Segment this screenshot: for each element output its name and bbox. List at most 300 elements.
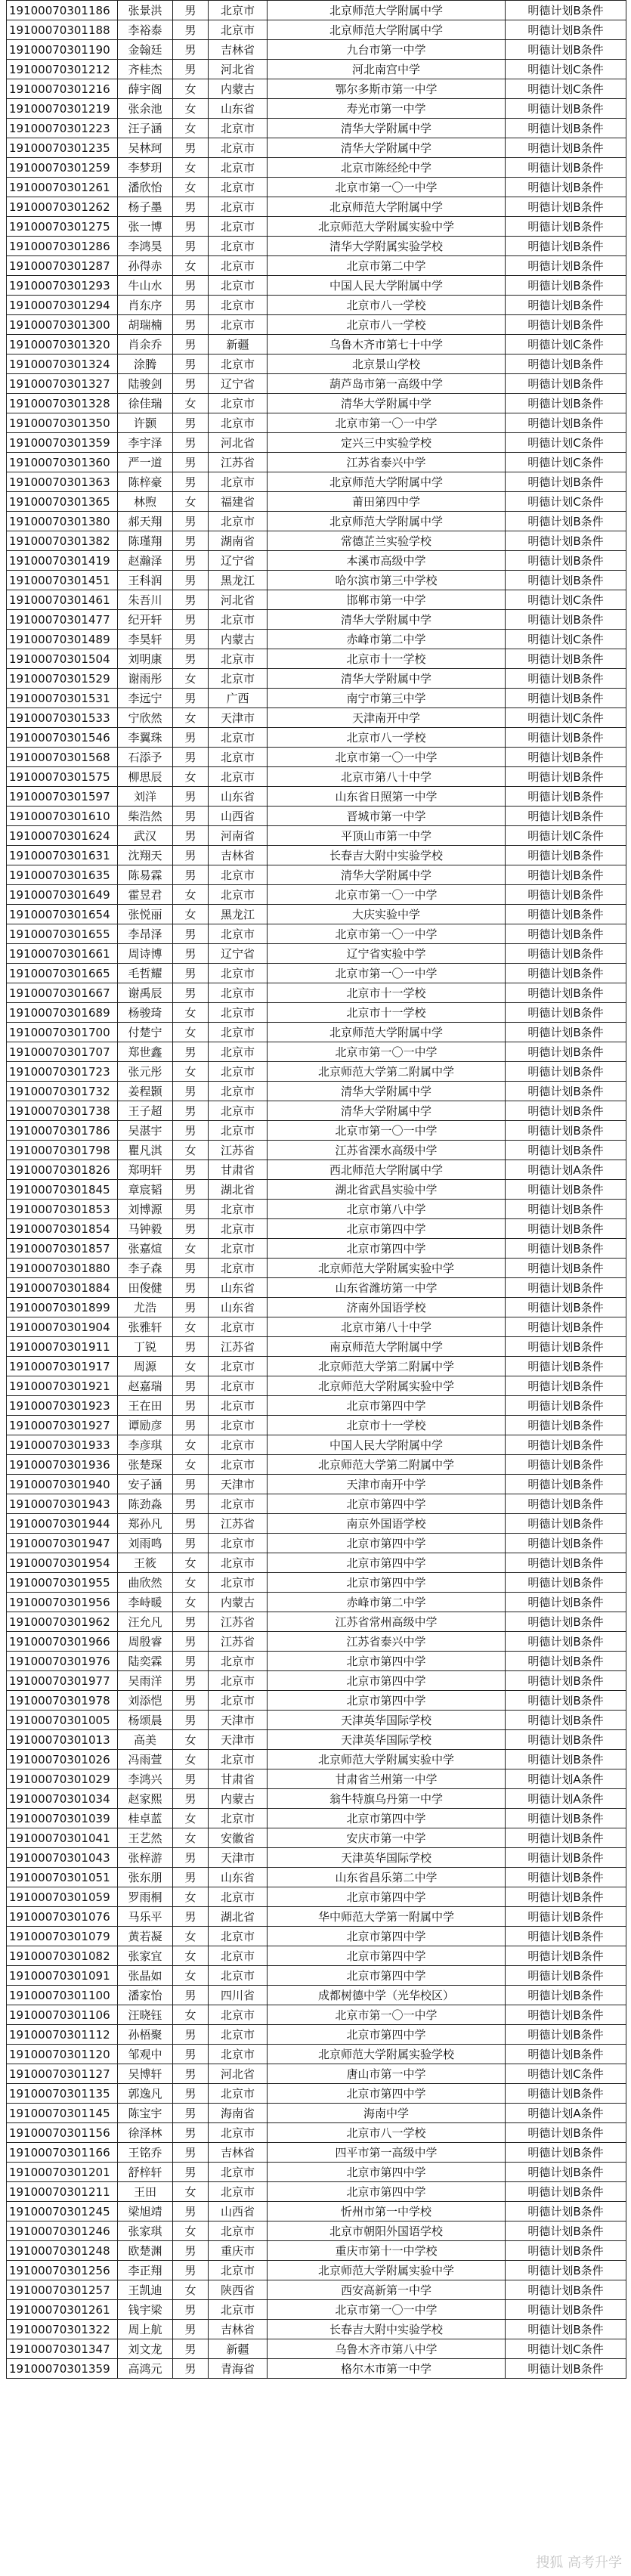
student-name-cell: 刘博源 (118, 1200, 173, 1219)
table-row (7, 551, 626, 571)
school-cell: 山东省昌乐第二中学 (268, 1868, 506, 1887)
school-cell: 赤峰市第二中学 (268, 1593, 506, 1612)
student-name-cell: 尤浩 (118, 1298, 173, 1317)
school-cell: 北京市十一学校 (268, 649, 506, 669)
province-cell: 江苏省 (209, 1141, 268, 1160)
student-name-cell: 周诗博 (118, 944, 173, 964)
student-id-cell: 19100070301347 (7, 2339, 118, 2359)
student-id-cell: 19100070301977 (7, 1671, 118, 1691)
table-row (7, 492, 626, 512)
student-id-cell: 19100070301320 (7, 335, 118, 355)
province-cell: 北京市 (209, 512, 268, 531)
student-id-cell: 19100070301211 (7, 2182, 118, 2202)
school-cell: 北京市第四中学 (268, 1553, 506, 1573)
table-row (7, 905, 626, 924)
gender-cell: 女 (173, 1927, 209, 1946)
table-row (7, 1887, 626, 1907)
gender-cell: 男 (173, 296, 209, 315)
plan-cell: 明德计划B条件 (506, 1141, 626, 1160)
student-id-cell: 19100070301145 (7, 2104, 118, 2123)
student-name-cell: 刘添恺 (118, 1691, 173, 1711)
student-name-cell: 金翰廷 (118, 40, 173, 60)
plan-cell: 明德计划C条件 (506, 708, 626, 728)
table-row (7, 1475, 626, 1494)
province-cell: 天津市 (209, 1848, 268, 1868)
plan-cell: 明德计划B条件 (506, 1514, 626, 1534)
province-cell: 北京市 (209, 1317, 268, 1337)
province-cell: 天津市 (209, 708, 268, 728)
plan-cell: 明德计划B条件 (506, 217, 626, 237)
student-id-cell: 19100070301826 (7, 1160, 118, 1180)
table-row (7, 669, 626, 689)
province-cell: 北京市 (209, 197, 268, 217)
table-row (7, 2104, 626, 2123)
school-cell: 乌鲁木齐市第八中学 (268, 2339, 506, 2359)
gender-cell: 男 (173, 2064, 209, 2084)
plan-cell: 明德计划B条件 (506, 1750, 626, 1769)
table-row (7, 1927, 626, 1946)
province-cell: 北京市 (209, 610, 268, 630)
gender-cell: 男 (173, 590, 209, 610)
student-name-cell: 张家琪 (118, 2221, 173, 2241)
table-row (7, 1652, 626, 1671)
student-name-cell: 武汉 (118, 826, 173, 846)
student-name-cell: 吴湛宇 (118, 1121, 173, 1141)
student-id-cell: 19100070301489 (7, 630, 118, 649)
student-name-cell: 钱宇梁 (118, 2300, 173, 2320)
province-cell: 北京市 (209, 649, 268, 669)
student-name-cell: 严一道 (118, 453, 173, 472)
gender-cell: 女 (173, 1730, 209, 1750)
province-cell: 吉林省 (209, 2320, 268, 2339)
student-name-cell: 李裕泰 (118, 20, 173, 40)
gender-cell: 男 (173, 1298, 209, 1317)
gender-cell: 男 (173, 807, 209, 826)
table-row (7, 237, 626, 256)
student-id-cell: 19100070301219 (7, 99, 118, 119)
school-cell: 本溪市高级中学 (268, 551, 506, 571)
student-name-cell: 李鸿昊 (118, 237, 173, 256)
table-row (7, 1494, 626, 1514)
school-cell: 四平市第一高级中学 (268, 2143, 506, 2163)
plan-cell: 明德计划B条件 (506, 178, 626, 197)
table-row (7, 787, 626, 807)
province-cell: 北京市 (209, 1239, 268, 1259)
table-row (7, 1514, 626, 1534)
student-name-cell: 张一博 (118, 217, 173, 237)
province-cell: 湖北省 (209, 1907, 268, 1927)
table-row (7, 1986, 626, 2005)
student-id-cell: 19100070301039 (7, 1809, 118, 1828)
plan-cell: 明德计划B条件 (506, 689, 626, 708)
student-id-cell: 19100070301216 (7, 79, 118, 99)
gender-cell: 女 (173, 1317, 209, 1337)
student-name-cell: 王子超 (118, 1101, 173, 1121)
student-name-cell: 谢雨彤 (118, 669, 173, 689)
school-cell: 常德芷兰实验学校 (268, 531, 506, 551)
school-cell: 清华大学附属中学 (268, 119, 506, 138)
gender-cell: 男 (173, 748, 209, 767)
student-name-cell: 李翼珠 (118, 728, 173, 748)
gender-cell: 女 (173, 1023, 209, 1042)
school-cell: 北京师范大学附属实验学校 (268, 2045, 506, 2064)
table-row (7, 2143, 626, 2163)
student-id-cell: 19100070301359 (7, 433, 118, 453)
student-name-cell: 郑明轩 (118, 1160, 173, 1180)
gender-cell: 女 (173, 1062, 209, 1082)
plan-cell: 明德计划B条件 (506, 1966, 626, 1986)
plan-cell: 明德计划B条件 (506, 40, 626, 60)
table-row (7, 1534, 626, 1553)
plan-cell: 明德计划C条件 (506, 2064, 626, 2084)
student-name-cell: 周上航 (118, 2320, 173, 2339)
gender-cell: 男 (173, 1632, 209, 1652)
student-id-cell: 19100070301246 (7, 2221, 118, 2241)
province-cell: 北京市 (209, 1887, 268, 1907)
gender-cell: 女 (173, 1435, 209, 1455)
province-cell: 北京市 (209, 1455, 268, 1475)
province-cell: 北京市 (209, 2300, 268, 2320)
gender-cell: 男 (173, 1259, 209, 1278)
plan-cell: 明德计划B条件 (506, 1711, 626, 1730)
plan-cell: 明德计划B条件 (506, 807, 626, 826)
province-cell: 北京市 (209, 1376, 268, 1396)
gender-cell: 男 (173, 1101, 209, 1121)
student-name-cell: 王艺然 (118, 1828, 173, 1848)
school-cell: 北京市十一学校 (268, 983, 506, 1003)
gender-cell: 男 (173, 2025, 209, 2045)
plan-cell: 明德计划B条件 (506, 2045, 626, 2064)
province-cell: 北京市 (209, 1553, 268, 1573)
province-cell: 北京市 (209, 669, 268, 689)
student-id-cell: 19100070301962 (7, 1612, 118, 1632)
table-row (7, 964, 626, 983)
gender-cell: 男 (173, 1376, 209, 1396)
school-cell: 南京外国语学校 (268, 1514, 506, 1534)
school-cell: 葫芦岛市第一高级中学 (268, 374, 506, 394)
student-id-cell: 19100070301245 (7, 2202, 118, 2221)
plan-cell: 明德计划B条件 (506, 787, 626, 807)
plan-cell: 明德计划C条件 (506, 79, 626, 99)
student-id-cell: 19100070301005 (7, 1711, 118, 1730)
school-cell: 西安高新第一中学 (268, 2280, 506, 2300)
table-row (7, 1730, 626, 1750)
school-cell: 北京市第四中学 (268, 1652, 506, 1671)
table-row (7, 2005, 626, 2025)
province-cell: 河北省 (209, 60, 268, 79)
plan-cell: 明德计划B条件 (506, 1396, 626, 1416)
plan-cell: 明德计划B条件 (506, 865, 626, 885)
table-row (7, 99, 626, 119)
school-cell: 北京市第四中学 (268, 1573, 506, 1593)
student-name-cell: 冯雨萱 (118, 1750, 173, 1769)
plan-cell: 明德计划B条件 (506, 1, 626, 20)
gender-cell: 男 (173, 1219, 209, 1239)
table-row (7, 1907, 626, 1927)
student-name-cell: 曲欣然 (118, 1573, 173, 1593)
plan-cell: 明德计划B条件 (506, 1946, 626, 1966)
table-row (7, 2280, 626, 2300)
school-cell: 北京师范大学附属实验中学 (268, 1259, 506, 1278)
gender-cell: 男 (173, 1, 209, 20)
gender-cell: 女 (173, 1887, 209, 1907)
school-cell: 西北师范大学附属中学 (268, 1160, 506, 1180)
student-name-cell: 石添予 (118, 748, 173, 767)
table-row (7, 531, 626, 551)
province-cell: 内蒙古 (209, 630, 268, 649)
gender-cell: 男 (173, 2045, 209, 2064)
student-id-cell: 19100070301955 (7, 1573, 118, 1593)
province-cell: 北京市 (209, 2045, 268, 2064)
plan-cell: 明德计划B条件 (506, 649, 626, 669)
province-cell: 内蒙古 (209, 1789, 268, 1809)
school-cell: 北京师范大学附属中学 (268, 1023, 506, 1042)
student-name-cell: 赵家熙 (118, 1789, 173, 1809)
gender-cell: 男 (173, 1691, 209, 1711)
province-cell: 北京市 (209, 1809, 268, 1828)
student-name-cell: 田俊健 (118, 1278, 173, 1298)
table-row (7, 1828, 626, 1848)
plan-cell: 明德计划B条件 (506, 1612, 626, 1632)
plan-cell: 明德计划B条件 (506, 748, 626, 767)
student-id-cell: 19100070301624 (7, 826, 118, 846)
student-name-cell: 郭逸凡 (118, 2084, 173, 2104)
plan-cell: 明德计划B条件 (506, 1298, 626, 1317)
school-cell: 翁牛特旗乌丹第一中学 (268, 1789, 506, 1809)
plan-cell: 明德计划B条件 (506, 2084, 626, 2104)
province-cell: 北京市 (209, 1435, 268, 1455)
student-name-cell: 李鸿兴 (118, 1769, 173, 1789)
student-id-cell: 19100070301419 (7, 551, 118, 571)
table-row (7, 1101, 626, 1121)
gender-cell: 男 (173, 2202, 209, 2221)
table-row (7, 158, 626, 178)
province-cell: 甘肃省 (209, 1769, 268, 1789)
student-name-cell: 张余池 (118, 99, 173, 119)
gender-cell: 男 (173, 2339, 209, 2359)
plan-cell: 明德计划B条件 (506, 1416, 626, 1435)
school-cell: 成都树德中学（光华校区） (268, 1986, 506, 2005)
province-cell: 内蒙古 (209, 79, 268, 99)
gender-cell: 男 (173, 551, 209, 571)
plan-cell: 明德计划B条件 (506, 158, 626, 178)
student-id-cell: 19100070301944 (7, 1514, 118, 1534)
table-row (7, 335, 626, 355)
student-name-cell: 舒梓轩 (118, 2163, 173, 2182)
plan-cell: 明德计划B条件 (506, 2300, 626, 2320)
table-row (7, 2084, 626, 2104)
plan-cell: 明德计划B条件 (506, 1259, 626, 1278)
province-cell: 北京市 (209, 256, 268, 276)
plan-cell: 明德计划B条件 (506, 2123, 626, 2143)
school-cell: 北京师范大学附属中学 (268, 1, 506, 20)
student-id-cell: 19100070301166 (7, 2143, 118, 2163)
student-id-cell: 19100070301248 (7, 2241, 118, 2261)
student-name-cell: 潘欣怡 (118, 178, 173, 197)
plan-cell: 明德计划B条件 (506, 1828, 626, 1848)
plan-cell: 明德计划B条件 (506, 1003, 626, 1023)
plan-cell: 明德计划B条件 (506, 20, 626, 40)
province-cell: 湖北省 (209, 1180, 268, 1200)
student-id-cell: 19100070301956 (7, 1593, 118, 1612)
table-row (7, 1337, 626, 1357)
gender-cell: 男 (173, 1612, 209, 1632)
gender-cell: 男 (173, 924, 209, 944)
student-name-cell: 李昂泽 (118, 924, 173, 944)
school-cell: 大庆实验中学 (268, 905, 506, 924)
table-row (7, 865, 626, 885)
province-cell: 陕西省 (209, 2280, 268, 2300)
student-id-cell: 19100070301112 (7, 2025, 118, 2045)
plan-cell: 明德计划C条件 (506, 433, 626, 453)
table-row (7, 256, 626, 276)
student-name-cell: 潘家怡 (118, 1986, 173, 2005)
student-name-cell: 张悦丽 (118, 905, 173, 924)
gender-cell: 女 (173, 2221, 209, 2241)
province-cell: 北京市 (209, 2025, 268, 2045)
student-id-cell: 19100070301568 (7, 748, 118, 767)
plan-cell: 明德计划B条件 (506, 1534, 626, 1553)
table-row (7, 2359, 626, 2379)
gender-cell: 男 (173, 826, 209, 846)
province-cell: 北京市 (209, 1062, 268, 1082)
gender-cell: 男 (173, 689, 209, 708)
province-cell: 山西省 (209, 807, 268, 826)
plan-cell: 明德计划B条件 (506, 924, 626, 944)
school-cell: 九台市第一中学 (268, 40, 506, 60)
province-cell: 北京市 (209, 1023, 268, 1042)
school-cell: 格尔木市第一中学 (268, 2359, 506, 2379)
school-cell: 江苏省泰兴中学 (268, 453, 506, 472)
table-row (7, 1848, 626, 1868)
gender-cell: 男 (173, 40, 209, 60)
student-id-cell: 19100070301700 (7, 1023, 118, 1042)
student-name-cell: 汪晓钰 (118, 2005, 173, 2025)
gender-cell: 女 (173, 708, 209, 728)
student-id-cell: 19100070301059 (7, 1887, 118, 1907)
school-cell: 晋城市第一中学 (268, 807, 506, 826)
table-row (7, 1180, 626, 1200)
student-id-cell: 19100070301026 (7, 1750, 118, 1769)
province-cell: 天津市 (209, 1730, 268, 1750)
school-cell: 北京市十一学校 (268, 1003, 506, 1023)
gender-cell: 男 (173, 630, 209, 649)
student-name-cell: 瞿凡淇 (118, 1141, 173, 1160)
school-cell: 北京市第四中学 (268, 1239, 506, 1259)
admission-list-sheet (6, 0, 626, 2379)
student-id-cell: 19100070301041 (7, 1828, 118, 1848)
province-cell: 北京市 (209, 119, 268, 138)
gender-cell: 男 (173, 355, 209, 374)
province-cell: 北京市 (209, 1750, 268, 1769)
student-id-cell: 19100070301854 (7, 1219, 118, 1239)
student-id-cell: 19100070301261 (7, 2300, 118, 2320)
school-cell: 海南中学 (268, 2104, 506, 2123)
plan-cell: 明德计划B条件 (506, 2163, 626, 2182)
gender-cell: 女 (173, 2280, 209, 2300)
province-cell: 北京市 (209, 296, 268, 315)
province-cell: 北京市 (209, 767, 268, 787)
school-cell: 长春吉大附中实验学校 (268, 846, 506, 865)
student-name-cell: 张景洪 (118, 1, 173, 20)
student-name-cell: 胡瑞楠 (118, 315, 173, 335)
province-cell: 北京市 (209, 413, 268, 433)
province-cell: 山东省 (209, 1298, 268, 1317)
student-name-cell: 张东朋 (118, 1868, 173, 1887)
gender-cell: 女 (173, 1003, 209, 1023)
student-id-cell: 19100070301287 (7, 256, 118, 276)
province-cell: 新疆 (209, 2339, 268, 2359)
student-id-cell: 19100070301655 (7, 924, 118, 944)
province-cell: 天津市 (209, 1475, 268, 1494)
table-row (7, 2300, 626, 2320)
province-cell: 黑龙江 (209, 905, 268, 924)
province-cell: 北京市 (209, 237, 268, 256)
gender-cell: 女 (173, 767, 209, 787)
province-cell: 安徽省 (209, 1828, 268, 1848)
student-name-cell: 霍昱君 (118, 885, 173, 905)
student-name-cell: 吴博轩 (118, 2064, 173, 2084)
student-name-cell: 徐泽林 (118, 2123, 173, 2143)
gender-cell: 男 (173, 453, 209, 472)
gender-cell: 男 (173, 1848, 209, 1868)
table-row (7, 197, 626, 217)
table-row (7, 1691, 626, 1711)
table-row (7, 1259, 626, 1278)
school-cell: 北京景山学校 (268, 355, 506, 374)
gender-cell: 男 (173, 1475, 209, 1494)
plan-cell: 明德计划B条件 (506, 2241, 626, 2261)
school-cell: 北京市第四中学 (268, 1809, 506, 1828)
province-cell: 河北省 (209, 590, 268, 610)
gender-cell: 男 (173, 1494, 209, 1514)
table-row (7, 472, 626, 492)
table-row (7, 1671, 626, 1691)
student-name-cell: 陆骏剑 (118, 374, 173, 394)
plan-cell: 明德计划B条件 (506, 885, 626, 905)
table-row (7, 1769, 626, 1789)
plan-cell: 明德计划B条件 (506, 1652, 626, 1671)
province-cell: 北京市 (209, 217, 268, 237)
plan-cell: 明德计划B条件 (506, 2005, 626, 2025)
student-name-cell: 李昊轩 (118, 630, 173, 649)
plan-cell: 明德计划B条件 (506, 1671, 626, 1691)
student-name-cell: 王田 (118, 2182, 173, 2202)
table-row (7, 20, 626, 40)
table-row (7, 2025, 626, 2045)
student-id-cell: 19100070301899 (7, 1298, 118, 1317)
student-id-cell: 19100070301013 (7, 1730, 118, 1750)
student-name-cell: 郝天翔 (118, 512, 173, 531)
plan-cell: 明德计划B条件 (506, 138, 626, 158)
table-row (7, 1200, 626, 1219)
student-id-cell: 19100070301079 (7, 1927, 118, 1946)
gender-cell: 男 (173, 2241, 209, 2261)
gender-cell: 男 (173, 1082, 209, 1101)
province-cell: 北京市 (209, 1671, 268, 1691)
plan-cell: 明德计划B条件 (506, 905, 626, 924)
school-cell: 华中师范大学第一附属中学 (268, 1907, 506, 1927)
student-id-cell: 19100070301135 (7, 2084, 118, 2104)
plan-cell: 明德计划B条件 (506, 374, 626, 394)
student-name-cell: 章宸韬 (118, 1180, 173, 1200)
school-cell: 北京市第四中学 (268, 1396, 506, 1416)
student-name-cell: 齐桂杰 (118, 60, 173, 79)
gender-cell: 男 (173, 2123, 209, 2143)
plan-cell: 明德计划B条件 (506, 1180, 626, 1200)
plan-cell: 明德计划B条件 (506, 355, 626, 374)
student-id-cell: 19100070301927 (7, 1416, 118, 1435)
